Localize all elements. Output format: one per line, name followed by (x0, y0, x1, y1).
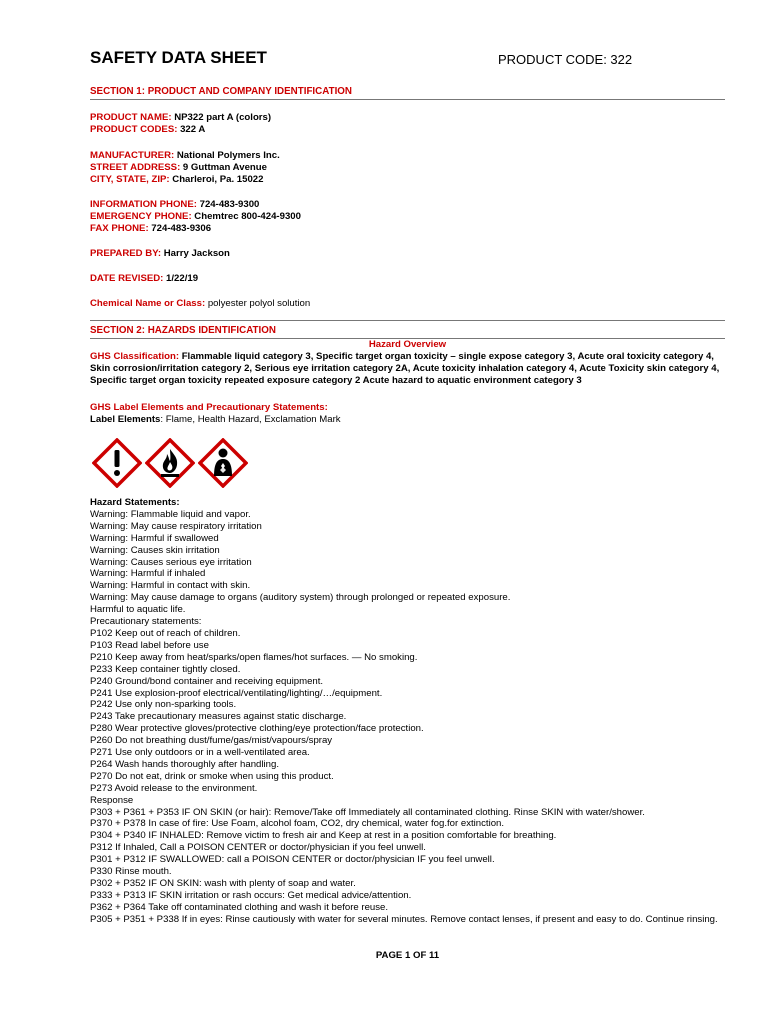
label-elements-row: Label Elements: Flame, Health Hazard, Exclamation Mark (90, 414, 341, 425)
section2-heading: SECTION 2: HAZARDS IDENTIFICATION (90, 325, 276, 336)
product-codes-row: PRODUCT CODES: 322 A (90, 124, 206, 135)
street-row: STREET ADDRESS: 9 Guttman Avenue (90, 162, 267, 173)
section1-heading: SECTION 1: PRODUCT AND COMPANY IDENTIFICATION (90, 86, 352, 97)
exclamation-mark-icon (92, 438, 142, 488)
fax-row: FAX PHONE: 724-483-9306 (90, 223, 212, 234)
manufacturer-row: MANUFACTURER: National Polymers Inc. (90, 150, 280, 161)
list-item: P260 Do not breathing dust/fume/gas/mist/vapours/spray (90, 735, 333, 747)
list-item: P301 + P312 IF SWALLOWED: call a POISON CENTER or doctor/physician IF you feel unwell. (90, 854, 495, 866)
hazard-statements-heading: Hazard Statements: (90, 497, 180, 508)
list-item: P304 + P340 IF INHALED: Remove victim to fresh air and Keep at rest in a position comfortable for breathing. (90, 830, 557, 842)
chemical-name-row: Chemical Name or Class: polyester polyol solution (90, 298, 311, 309)
list-item: P103 Read label before use (90, 639, 209, 651)
prepared-by-row: PREPARED BY: Harry Jackson (90, 248, 230, 259)
ghs-classification: GHS Classification: Flammable liquid category 3, Specific target organ toxicity – single expose category 3, Acute oral toxicity category 4, Skin corrosion/irritation category 2, Serious eye irritation category 2A, Acute toxicity inhalation category 4, Acute Toxicity skin category 4, Specific target organ toxicity repeated exposure category 2 Acute hazard to aquatic environment category 3 (90, 351, 720, 387)
date-revised-row: DATE REVISED: 1/22/19 (90, 273, 199, 284)
list-item: P370 + P378 In case of fire: Use Foam, alcohol foam, CO2, dry chemical, water fog.for extinction. (90, 818, 505, 830)
list-item: Precautionary statements: (90, 616, 202, 628)
list-item: P210 Keep away from heat/sparks/open flames/hot surfaces. — No smoking. (90, 651, 418, 663)
info-phone-row: INFORMATION PHONE: 724-483-9300 (90, 199, 260, 210)
list-item: Warning: May cause respiratory irritation (90, 520, 262, 532)
list-item: P264 Wash hands thoroughly after handling. (90, 758, 279, 770)
list-item: P243 Take precautionary measures against static discharge. (90, 711, 347, 723)
list-item: P303 + P361 + P353 IF ON SKIN (or hair): Remove/Take off Immediately all contaminated clothing. Rinse SKIN with water/shower. (90, 806, 645, 818)
page-number: PAGE 1 OF 11 (375, 950, 440, 961)
list-item: P302 + P352 IF ON SKIN: wash with plenty of soap and water. (90, 878, 356, 889)
document-title: SAFETY DATA SHEET (90, 48, 267, 67)
list-item: Warning: Causes skin irritation (90, 544, 220, 556)
label-elements-heading: GHS Label Elements and Precautionary Statements: (90, 402, 328, 413)
list-item: Warning: Flammable liquid and vapor. (90, 508, 251, 520)
emergency-phone-row: EMERGENCY PHONE: Chemtrec 800-424-9300 (90, 211, 301, 222)
list-item: P270 Do not eat, drink or smoke when using this product. (90, 770, 334, 782)
hazard-overview-heading: Hazard Overview (368, 339, 447, 350)
list-item: P102 Keep out of reach of children. (90, 627, 241, 639)
list-item: P330 Rinse mouth. (90, 866, 172, 878)
list-item: Warning: Harmful if inhaled (90, 568, 206, 580)
section1-rule (90, 99, 725, 100)
list-item: P233 Keep container tightly closed. (90, 663, 241, 675)
section2-top-rule (90, 320, 725, 321)
list-item: P280 Wear protective gloves/protective clothing/eye protection/face protection. (90, 723, 424, 735)
list-item: Harmful to aquatic life. (90, 604, 186, 616)
list-item: P362 + P364 Take off contaminated clothing and wash it before reuse. (90, 901, 389, 913)
list-item: P240 Ground/bond container and receiving equipment. (90, 675, 324, 687)
list-item: Response (90, 794, 134, 806)
product-name-row: PRODUCT NAME: NP322 part A (colors) (90, 112, 272, 123)
list-item: P241 Use explosion-proof electrical/ventilating/lighting/…/equipment. (90, 687, 383, 699)
list-item: P312 If Inhaled, Call a POISON CENTER or doctor/physician if you feel unwell. (90, 842, 426, 854)
list-item: P242 Use only non-sparking tools. (90, 699, 237, 711)
hazard-statements-list (90, 497, 725, 926)
product-code-header: PRODUCT CODE: 322 (498, 52, 633, 67)
health-hazard-icon (198, 438, 248, 488)
list-item: Warning: Causes serious eye irritation (90, 556, 252, 568)
list-item: P333 + P313 IF SKIN irritation or rash occurs: Get medical advice/attention. (90, 889, 412, 901)
city-row: CITY, STATE, ZIP: Charleroi, Pa. 15022 (90, 174, 264, 185)
list-item: P271 Use only outdoors or in a well-ventilated area. (90, 747, 310, 759)
ghs-pictograms (92, 438, 248, 488)
list-item: Warning: May cause damage to organs (auditory system) through prolonged or repeated exposure. (90, 592, 511, 604)
list-item: P273 Avoid release to the environment. (90, 782, 258, 794)
list-item: P305 + P351 + P338 If in eyes: Rinse cautiously with water for several minutes. Remove contact lenses, if present and easy to do. Continue rinsing. (90, 913, 718, 925)
list-item: Warning: Harmful in contact with skin. (90, 580, 251, 592)
list-item: Warning: Harmful if swallowed (90, 532, 219, 544)
flame-icon (145, 438, 195, 488)
